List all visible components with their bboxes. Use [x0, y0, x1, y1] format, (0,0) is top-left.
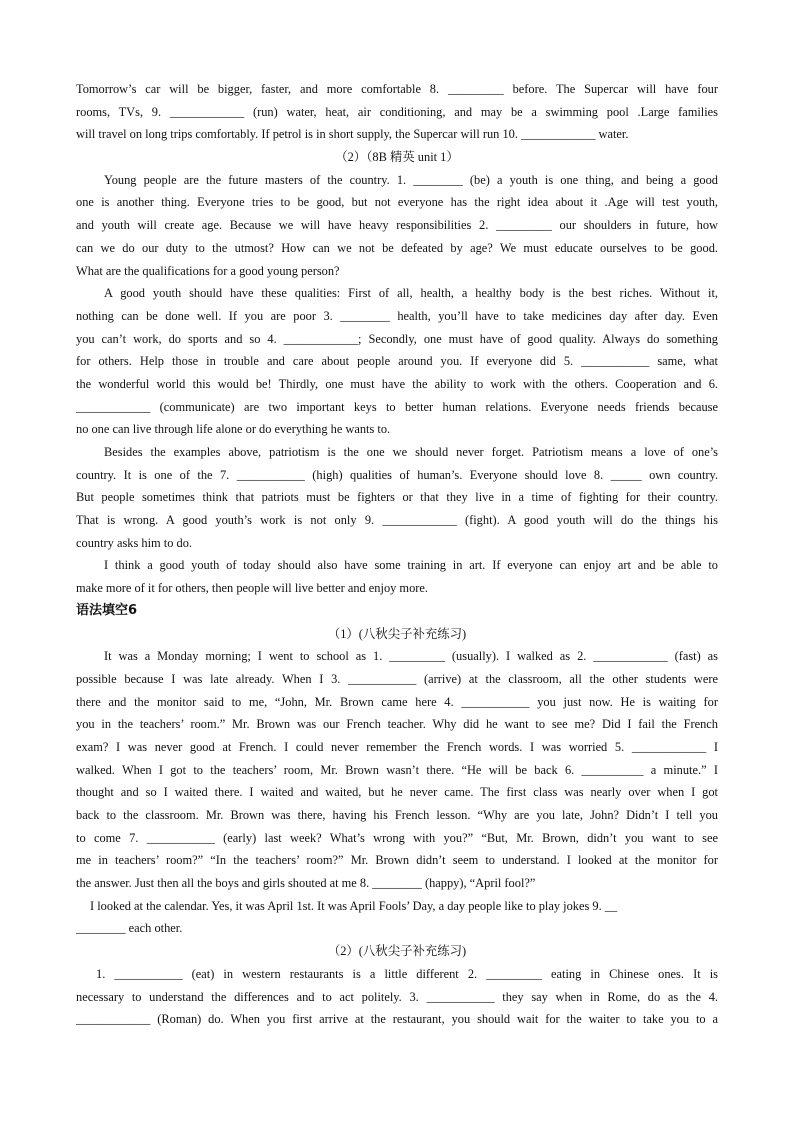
section-heading: 语法填空6: [76, 602, 138, 618]
document-page: [76, 78, 718, 1031]
text-line: there and the monitor said to me, “John, Mr. Brown came here 4. ___________ you just now. He is waiting for: [76, 694, 718, 709]
text-line: for others. Help those in trouble and care about people around you. If everyone did 5. ___________ same, what: [76, 354, 718, 369]
text-line: no one can live through life alone or do everything he wants to.: [76, 422, 391, 437]
text-line: me in teachers’ room?” “In the teachers’ room?” Mr. Brown didn’t seem to understand. I looked at the monitor for: [76, 853, 718, 868]
text-line: one is another thing. Everyone tries to be good, but not everyone has the right idea about it .Age will test youth,: [76, 195, 718, 210]
text-line: possible because I was late already. When I 3. ___________ (arrive) at the classroom, all the other students were: [76, 671, 718, 686]
text-line: back to the classroom. Mr. Brown was there, having his French lesson. “Why are you late, John? Didn’t I tell you: [76, 808, 718, 822]
text-line: make more of it for others, then people will live better and enjoy more.: [76, 581, 428, 596]
text-line: That is wrong. A good youth’s work is not only 9. ____________ (fight). A good youth will do the things his: [76, 513, 718, 528]
text-line: country asks him to do.: [76, 535, 192, 550]
text-line: country. It is one of the 7. ___________ (high) qualities of human’s. Everyone should love 8. _____ own country.: [76, 467, 718, 482]
section-subtitle: （1）(八秋尖子补充练习): [327, 626, 467, 641]
text-line: can we do our duty to the utmost? How can we not be defeated by age? We must educate ourselves to be good.: [76, 240, 718, 255]
text-line: It was a Monday morning; I went to school as 1. _________ (usually). I walked as 2. ____________ (fast) as: [104, 649, 718, 664]
text-line: A good youth should have these qualities: First of all, health, a healthy body is the best riches. Without it,: [104, 286, 718, 301]
text-line: But people sometimes think that patriots must be fighters or that they live in a time of fighting for their country.: [76, 490, 718, 505]
text-line: I think a good youth of today should also have some training in art. If everyone can enjoy art and be able to: [104, 558, 718, 573]
text-line: ________ each other.: [76, 921, 183, 936]
text-line: Besides the examples above, patriotism is the one we should never forget. Patriotism means a love of one’s: [104, 445, 718, 459]
text-line: ____________ (Roman) do. When you first arrive at the restaurant, you should wait for the waiter to take you to a: [76, 1012, 718, 1027]
text-line: you can’t work, do sports and so 4. ____________; Secondly, one must have of good quality. Always do something: [76, 331, 718, 346]
text-line: exam? I was never good at French. I could never remember the French words. I was worried 5. ____________ I: [76, 739, 718, 754]
text-line: 1. ___________ (eat) in western restaurants is a little different 2. _________ eating in Chinese ones. It is: [96, 966, 718, 981]
text-line: nothing can be done well. If you are poor 3. ________ health, you’ll have to take medicines day after day. Even: [76, 308, 718, 323]
text-line: ____________ (communicate) are two important keys to better human relations. Everyone needs friends because: [76, 399, 718, 414]
text-line: necessary to understand the differences and to act politely. 3. ___________ they say when in Rome, do as the 4.: [76, 989, 718, 1004]
text-line: rooms, TVs, 9. ____________ (run) water, heat, air conditioning, and may be a swimming pool .Large families: [76, 104, 718, 119]
text-line: will travel on long trips comfortably. If petrol is in short supply, the Supercar will run 10. ____________ water.: [76, 127, 629, 142]
text-line: the wonderful world this would be! Thirdly, one must have the ability to work with the others. Cooperation and 6.: [76, 376, 718, 391]
text-line: the answer. Just then all the boys and girls shouted at me 8. ________ (happy), “April fool?”: [76, 876, 536, 891]
text-line: to come 7. ___________ (early) last week? What’s wrong with you?” “But, Mr. Brown, didn’t you want to see: [76, 830, 718, 845]
text-line: What are the qualifications for a good young person?: [76, 263, 340, 278]
text-line: Young people are the future masters of the country. 1. ________ (be) a youth is one thing, and being a good: [104, 172, 718, 187]
text-line: Tomorrow’s car will be bigger, faster, and more comfortable 8. _________ before. The Supercar will have four: [76, 82, 718, 96]
text-line: and youth will create age. Because we will have heavy responsibilities 2. _________ our shoulders in future, how: [76, 218, 718, 233]
text-line: you in the teachers’ room.” Mr. Brown was our French teacher. Why did he want to see me? Did I fail the French: [76, 717, 718, 732]
section-subtitle: （2）(八秋尖子补充练习): [327, 944, 467, 959]
text-line: thought and so I waited there. I waited and waited, but he never came. The first class was nearly over when I got: [76, 785, 718, 800]
text-line: I looked at the calendar. Yes, it was April 1st. It was April Fools’ Day, a day people like to play jokes 9. __: [90, 898, 618, 913]
section-subtitle: （2）（8B 精英 unit 1）: [335, 150, 459, 165]
text-line: walked. When I got to the teachers’ room, Mr. Brown wasn’t there. “He will be back 6. __________ a minute.” I: [76, 762, 718, 777]
